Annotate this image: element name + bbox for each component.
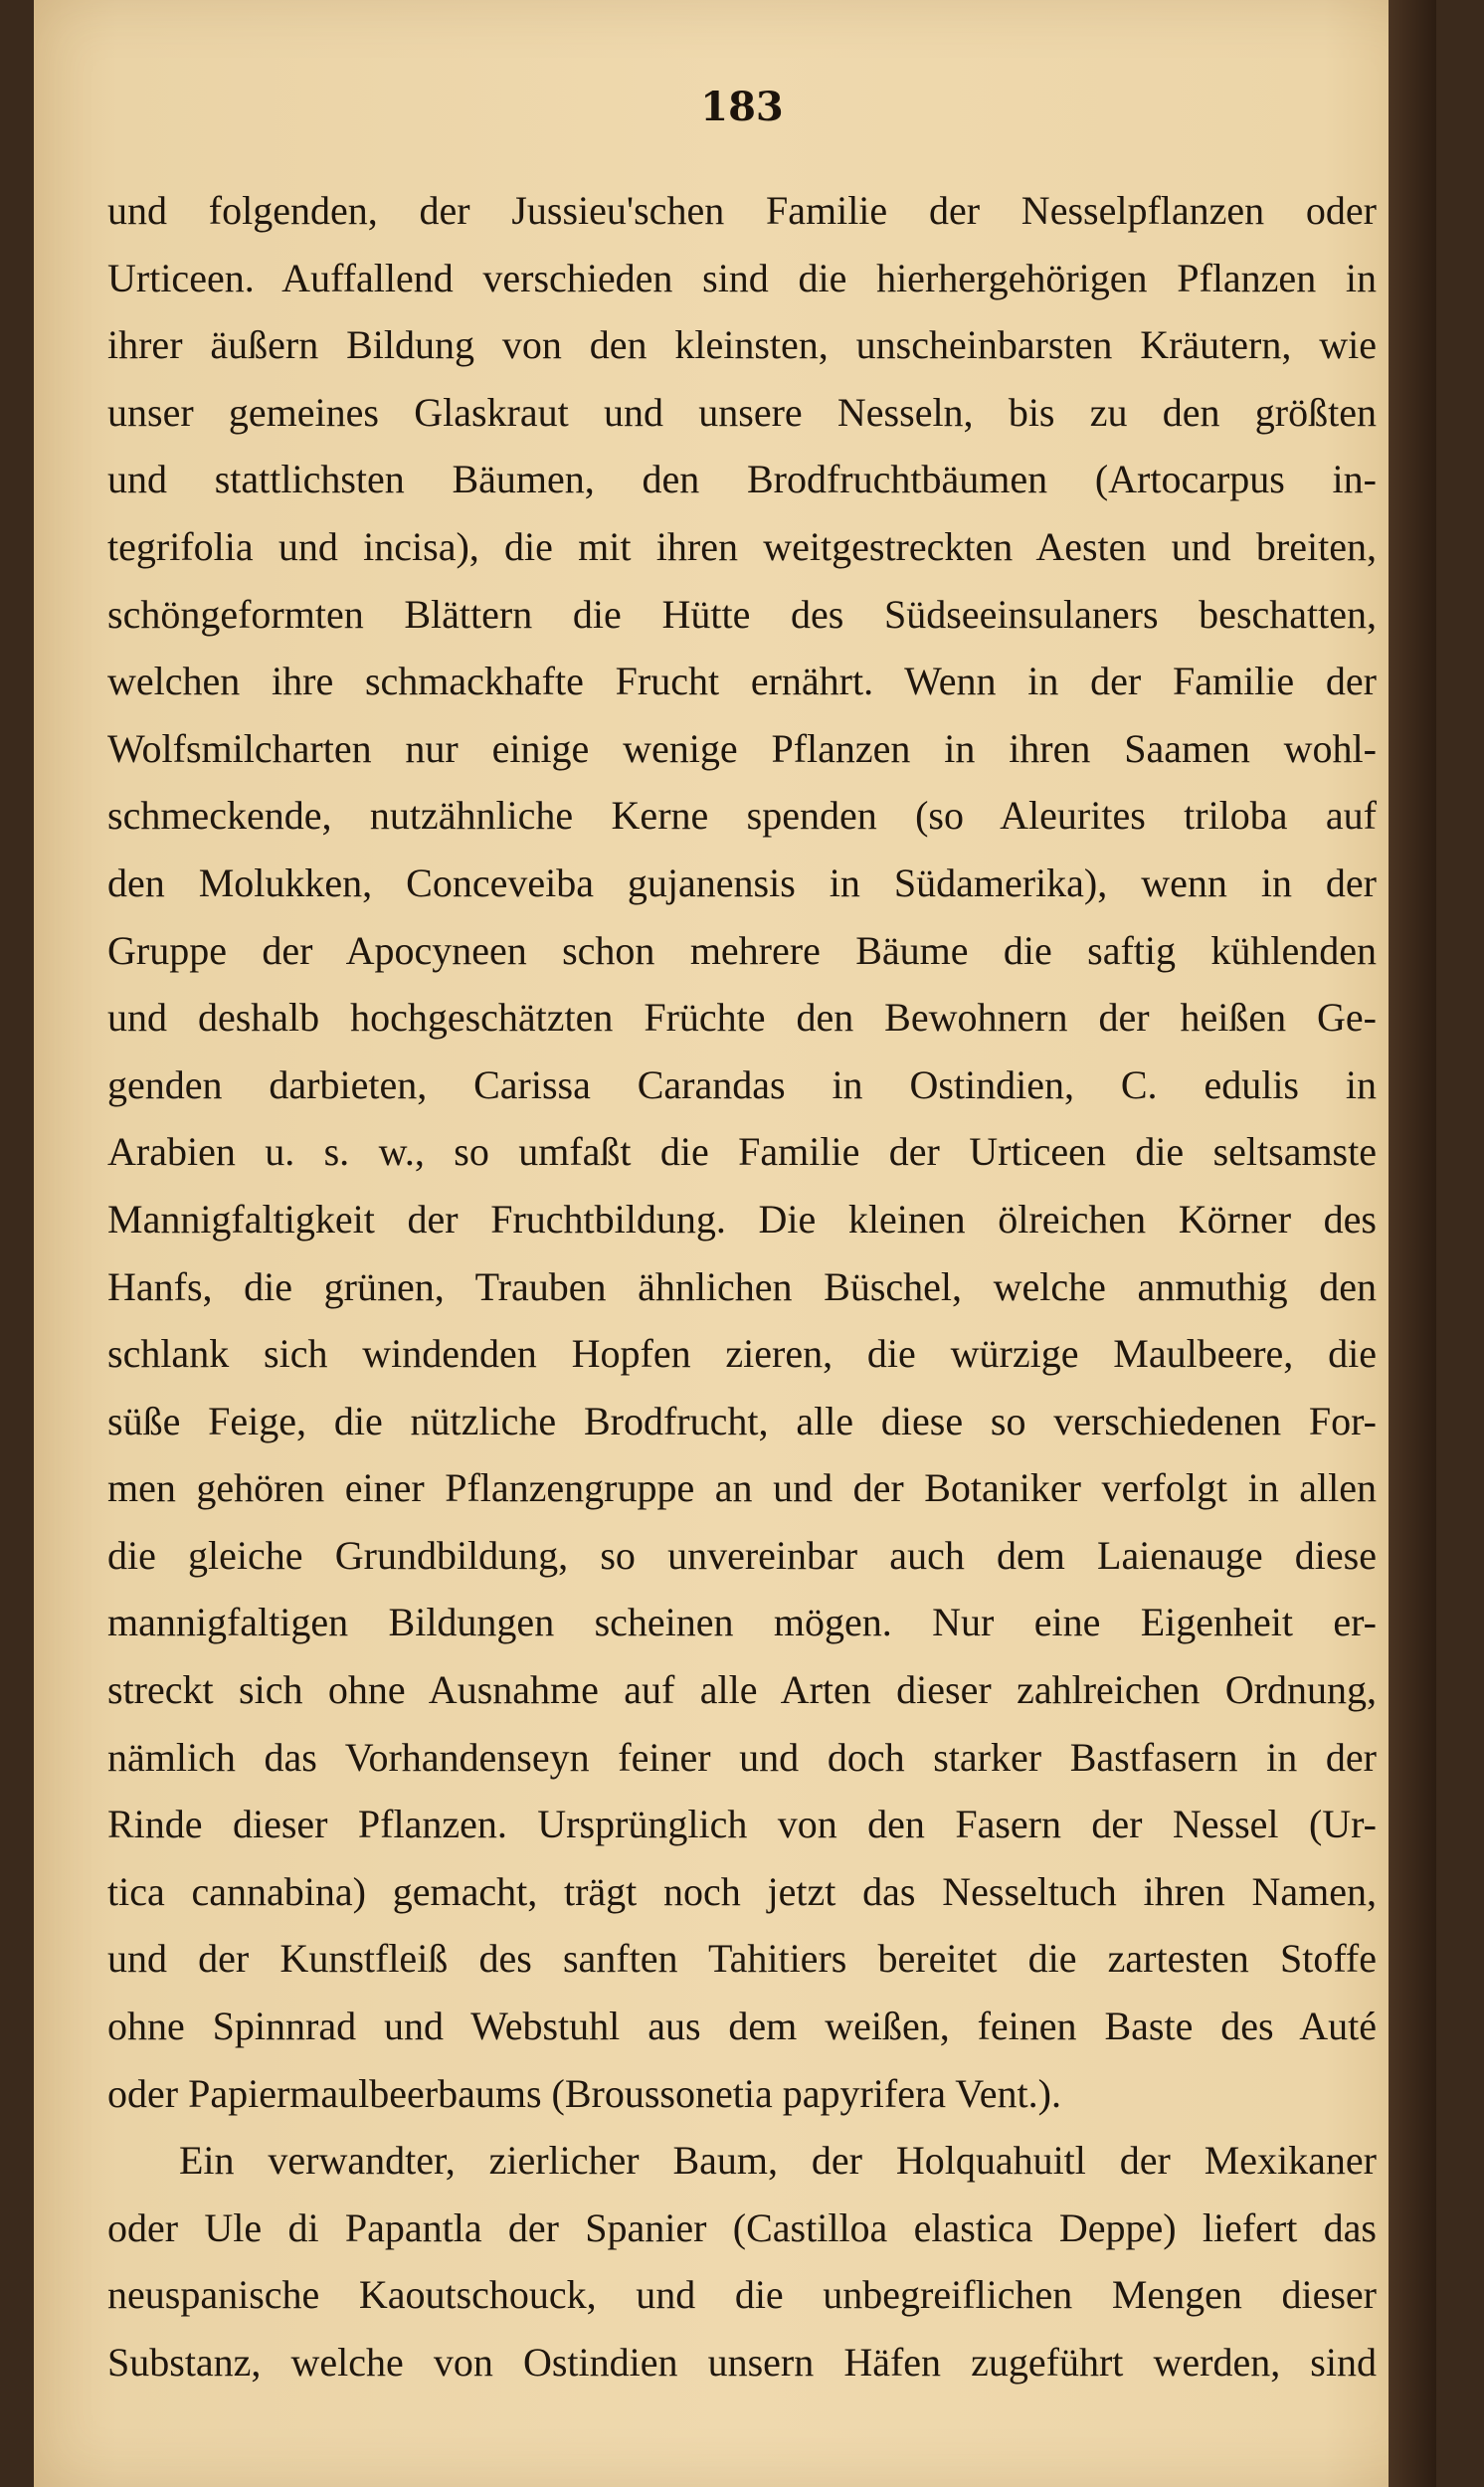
text-line: genden darbieten, Carissa Carandas in Ostindien, C. edulis in (107, 1061, 1377, 1107)
text-line: schöngeformten Blättern die Hütte des Südseeinsulaners beschatten, (107, 591, 1377, 637)
text-line: men gehören einer Pflanzengruppe an und der Botaniker verfolgt in allen (107, 1465, 1377, 1511)
page-number: 183 (700, 84, 784, 130)
text-line: nämlich das Vorhandenseyn feiner und doch starker Bastfasern in der (107, 1734, 1377, 1780)
text-line: streckt sich ohne Ausnahme auf alle Arten dieser zahlreichen Ordnung, (107, 1667, 1377, 1713)
page-edge (1389, 0, 1436, 2487)
body-text (107, 177, 1377, 2396)
text-line: Rinde dieser Pflanzen. Ursprünglich von den Fasern der Nessel (Ur- (107, 1802, 1377, 1847)
text-line: mannigfaltigen Bildungen scheinen mögen. Nur eine Eigenheit er- (107, 1600, 1377, 1645)
text-line: und deshalb hochgeschätzten Früchte den Bewohnern der heißen Ge- (107, 995, 1377, 1041)
text-line: schmeckende, nutzähnliche Kerne spenden (so Aleurites triloba auf (107, 793, 1377, 839)
text-line: und der Kunstfleiß des sanften Tahitiers bereitet die zartesten Stoffe (107, 1936, 1377, 1982)
text-line: schlank sich windenden Hopfen zieren, die würzige Maulbeere, die (107, 1331, 1377, 1377)
text-line: die gleiche Grundbildung, so unvereinbar auch dem Laienauge diese (107, 1532, 1377, 1578)
text-line: Substanz, welche von Ostindien unsern Häfen zugeführt werden, sind (107, 2340, 1377, 2385)
text-line: Urticeen. Auffallend verschieden sind die hierhergehörigen Pflanzen in (107, 255, 1377, 300)
text-line: tica cannabina) gemacht, trägt noch jetzt das Nesseltuch ihren Namen, (107, 1868, 1377, 1914)
text-line: und stattlichsten Bäumen, den Brodfruchtbäumen (Artocarpus in- (107, 457, 1377, 502)
text-line: welchen ihre schmackhafte Frucht ernährt. Wenn in der Familie der (107, 659, 1377, 704)
text-line: unser gemeines Glaskraut und unsere Nesseln, bis zu den größten (107, 389, 1377, 435)
text-line: oder Papiermaulbeerbaums (Broussonetia papyrifera Vent.). (107, 2070, 1061, 2116)
text-line: oder Ule di Papantla der Spanier (Castilloa elastica Deppe) liefert das (107, 2204, 1377, 2250)
text-line: und folgenden, der Jussieu'schen Familie der Nesselpflanzen oder (107, 188, 1377, 233)
text-line: Gruppe der Apocyneen schon mehrere Bäume die saftig kühlenden (107, 927, 1377, 973)
text-line: süße Feige, die nützliche Brodfrucht, alle diese so verschiedenen For- (107, 1398, 1377, 1443)
text-line: Wolfsmilcharten nur einige wenige Pflanzen in ihren Saamen wohl- (107, 725, 1377, 771)
text-line: ohne Spinnrad und Webstuhl aus dem weißen, feinen Baste des Auté (107, 2004, 1377, 2049)
text-line: Ein verwandter, zierlicher Baum, der Holquahuitl der Mexikaner (179, 2138, 1377, 2184)
text-line: Mannigfaltigkeit der Fruchtbildung. Die kleinen ölreichen Körner des (107, 1196, 1377, 1242)
text-line: ihrer äußern Bildung von den kleinsten, unscheinbarsten Kräutern, wie (107, 322, 1377, 368)
text-line: den Molukken, Conceveiba gujanensis in Südamerika), wenn in der (107, 860, 1377, 905)
text-line: Arabien u. s. w., so umfaßt die Familie der Urticeen die seltsamste (107, 1129, 1377, 1175)
text-line: tegrifolia und incisa), die mit ihren weitgestreckten Aesten und breiten, (107, 523, 1377, 569)
text-line: Hanfs, die grünen, Trauben ähnlichen Büschel, welche anmuthig den (107, 1263, 1377, 1309)
text-line: neuspanische Kaoutschouck, und die unbegreiflichen Mengen dieser (107, 2272, 1377, 2318)
